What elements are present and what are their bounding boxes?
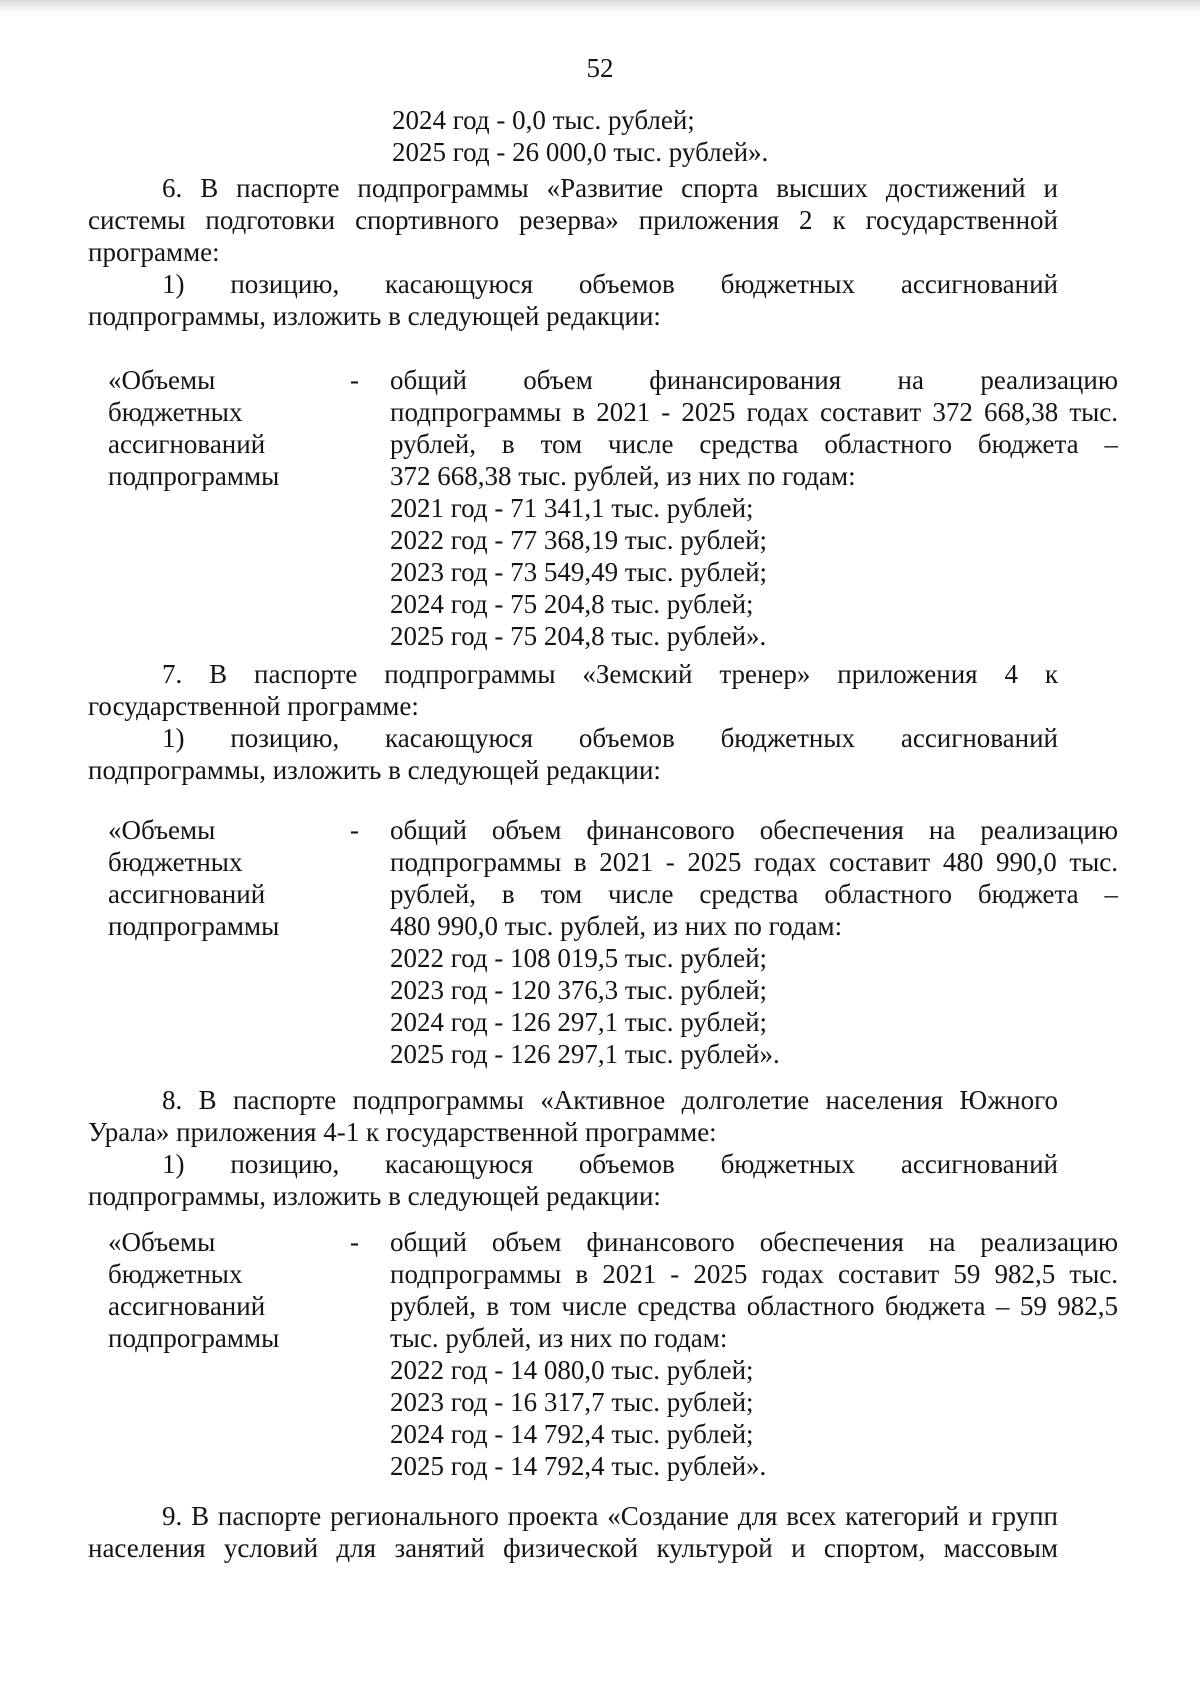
text-line: общий объем финансового обеспечения на реализацию [390, 1227, 1118, 1257]
item-line: 1) позицию, касающуюся объемов бюджетных ассигнований [162, 1149, 1058, 1179]
year-line: 2024 год - 14 792,4 тыс. рублей; [390, 1419, 754, 1449]
text-line: 480 990,0 тыс. рублей, из них по годам: [390, 911, 843, 941]
year-line: 2025 год - 14 792,4 тыс. рублей». [390, 1451, 767, 1481]
item-line: 1) позицию, касающуюся объемов бюджетных ассигнований [162, 723, 1058, 753]
year-line: 2022 год - 77 368,19 тыс. рублей; [390, 525, 768, 555]
intro-line: 2025 год - 26 000,0 тыс. рублей». [392, 137, 769, 167]
text-line: подпрограммы в 2021 - 2025 годах составит 59 982,5 тыс. [390, 1259, 1118, 1289]
item-line: подпрограммы, изложить в следующей редакции: [88, 301, 661, 331]
text-line: тыс. рублей, из них по годам: [390, 1323, 728, 1353]
para-line: системы подготовки спортивного резерва» приложения 2 к государственной [88, 205, 1058, 235]
passport-dash: - [350, 365, 359, 395]
item-line: подпрограммы, изложить в следующей редакции: [88, 1181, 661, 1211]
label-line: бюджетных [108, 847, 243, 877]
label-line: подпрограммы [108, 1323, 280, 1353]
text-line: общий объем финансирования на реализацию [390, 365, 1118, 395]
para-line: программе: [88, 237, 220, 267]
text-line: рублей, в том числе средства областного бюджета – [390, 879, 1118, 909]
passport-text [390, 814, 1118, 1070]
para-line: 6. В паспорте подпрограммы «Развитие спорта высших достижений и [162, 173, 1058, 203]
label-line: бюджетных [108, 1259, 243, 1289]
section-8-paragraph [0, 1084, 1200, 1212]
text-line: подпрограммы в 2021 - 2025 годах составит 372 668,38 тыс. [390, 397, 1118, 427]
passport-text [390, 1226, 1118, 1482]
para-line: 8. В паспорте подпрограммы «Активное долголетие населения Южного [162, 1085, 1058, 1115]
year-line: 2024 год - 126 297,1 тыс. рублей; [390, 1007, 768, 1037]
passport-label [108, 814, 338, 942]
item-line: 1) позицию, касающуюся объемов бюджетных ассигнований [162, 269, 1058, 299]
intro-line: 2024 год - 0,0 тыс. рублей; [392, 105, 695, 135]
text-line: общий объем финансового обеспечения на реализацию [390, 815, 1118, 845]
passport-dash: - [350, 815, 359, 845]
scan-edge-shadow [0, 0, 1200, 14]
para-line: населения условий для занятий физической культурой и спортом, массовым [88, 1533, 1058, 1563]
year-line: 2024 год - 75 204,8 тыс. рублей; [390, 589, 754, 619]
label-line: ассигнований [108, 429, 266, 459]
para-line: государственной программе: [88, 691, 419, 721]
label-line: ассигнований [108, 879, 266, 909]
label-line: бюджетных [108, 397, 243, 427]
label-line: «Объемы [108, 1227, 216, 1257]
item-line: подпрограммы, изложить в следующей редакции: [88, 755, 661, 785]
para-line: 9. В паспорте регионального проекта «Создание для всех категорий и групп [162, 1501, 1058, 1531]
label-line: подпрограммы [108, 461, 280, 491]
section-6-paragraph [0, 172, 1200, 332]
year-line: 2025 год - 126 297,1 тыс. рублей». [390, 1039, 780, 1069]
year-line: 2023 год - 16 317,7 тыс. рублей; [390, 1387, 754, 1417]
text-line: подпрограммы в 2021 - 2025 годах составит 480 990,0 тыс. [390, 847, 1118, 877]
para-line: Урала» приложения 4-1 к государственной программе: [88, 1117, 717, 1147]
passport-dash: - [350, 1227, 359, 1257]
passport-text [390, 364, 1118, 652]
passport-label [108, 1226, 338, 1354]
passport-label [108, 364, 338, 492]
section-9-paragraph [0, 1500, 1200, 1564]
para-line: 7. В паспорте подпрограммы «Земский тренер» приложения 4 к [162, 659, 1058, 689]
year-line: 2023 год - 120 376,3 тыс. рублей; [390, 975, 768, 1005]
year-line: 2023 год - 73 549,49 тыс. рублей; [390, 557, 768, 587]
year-line: 2025 год - 75 204,8 тыс. рублей». [390, 621, 767, 651]
label-line: ассигнований [108, 1291, 266, 1321]
text-line: рублей, в том числе средства областного бюджета – [390, 429, 1118, 459]
intro-continuation [0, 104, 1200, 168]
section-7-paragraph [0, 658, 1200, 786]
text-line: 372 668,38 тыс. рублей, из них по годам: [390, 461, 856, 491]
year-line: 2022 год - 14 080,0 тыс. рублей; [390, 1355, 754, 1385]
label-line: подпрограммы [108, 911, 280, 941]
year-line: 2021 год - 71 341,1 тыс. рублей; [390, 493, 754, 523]
page-number: 52 [586, 53, 614, 83]
label-line: «Объемы [108, 365, 216, 395]
text-line: рублей, в том числе средства областного бюджета – 59 982,5 [390, 1291, 1118, 1321]
year-line: 2022 год - 108 019,5 тыс. рублей; [390, 943, 768, 973]
label-line: «Объемы [108, 815, 216, 845]
